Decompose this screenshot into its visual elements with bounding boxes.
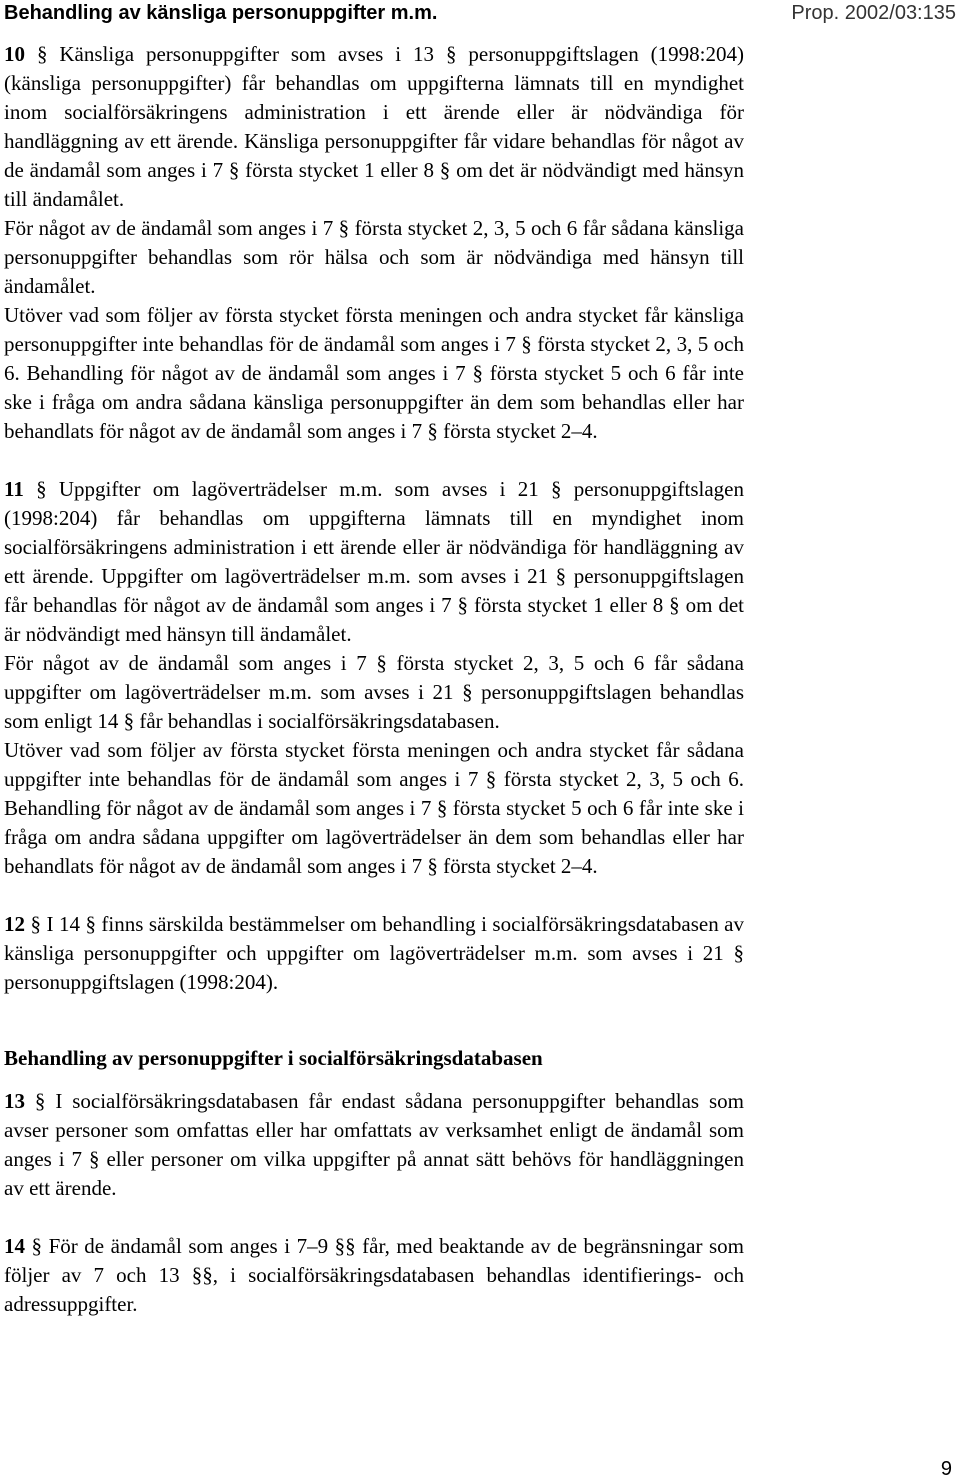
paragraph: [4, 1087, 744, 1203]
paragraph-text: § Känsliga personuppgifter som avses i 13 § personuppgiftslagen (1998:204) (känsliga personuppgifter) får behandlas om uppgifterna lämnats till en myndighet inom socialförsäkringens administration i ett ärende eller är nödvändiga för handläggning av ett ärende. Känsliga personuppgifter får vidare behandlas för något av de ändamål som anges i 7 § första stycket 1 eller 8 § om det är nödvändigt med hänsyn till ändamålet.: [4, 42, 744, 211]
paragraph-section-14: [4, 1232, 744, 1319]
paragraph: [4, 214, 744, 301]
section-number: 13: [4, 1089, 25, 1113]
sections-group-2: [4, 1087, 744, 1319]
section-number: 10: [4, 42, 25, 66]
paragraph-section-13: [4, 1087, 744, 1203]
paragraph-text: § Uppgifter om lagöverträdelser m.m. som avses i 21 § personuppgiftslagen (1998:204) får behandlas om uppgifterna lämnats till en myndighet inom socialförsäkringens administration i ett ärende eller är nödvändiga för handläggning av ett ärende. Uppgifter om lagöverträdelser m.m. som avses i 21 § personuppgiftslagen får behandlas för något av de ändamål som anges i 7 § första stycket 1 eller 8 § om det är nödvändigt med hänsyn till ändamålet.: [4, 477, 744, 646]
paragraph: [4, 40, 744, 214]
sections-group-1: [4, 40, 744, 997]
paragraph: [4, 301, 744, 446]
paragraph: [4, 649, 744, 736]
section-heading: Behandling av personuppgifter i socialförsäkringsdatabasen: [4, 1046, 543, 1070]
document-body: [4, 40, 744, 1348]
paragraph-text: Utöver vad som följer av första stycket första meningen och andra stycket får sådana uppgifter inte behandlas för de ändamål som anges i 7 § första stycket 2, 3, 5 och 6. Behandling för något av de ändamål som anges i 7 § första stycket 5 och 6 får inte ske i fråga om andra sådana uppgifter om lagöverträdelser än dem som behandlas eller har behandlats för något av de ändamål som anges i 7 § första stycket 2–4.: [4, 738, 744, 878]
paragraph-text: Utöver vad som följer av första stycket första meningen och andra stycket får känsliga personuppgifter inte behandlas för de ändamål som anges i 7 § första stycket 2, 3, 5 och 6. Behandling för något av de ändamål som anges i 7 § första stycket 5 och 6 får inte ske i fråga om andra sådana känsliga personuppgifter än dem som behandlas eller har behandlats för något av de ändamål som anges i 7 § första stycket 2–4.: [4, 303, 744, 443]
page-number: 9: [940, 1458, 952, 1480]
paragraph: [4, 736, 744, 881]
paragraph-text: § I 14 § finns särskilda bestämmelser om behandling i socialförsäkringsdatabasen av känsliga personuppgifter och uppgifter om lagöverträdelser m.m. som avses i 21 § personuppgiftslagen (1998:204).: [4, 912, 744, 994]
paragraph-section-10: [4, 40, 744, 446]
section-number: 14: [4, 1234, 25, 1258]
paragraph-text: § För de ändamål som anges i 7–9 §§ får, med beaktande av de begränsningar som följer av 7 och 13 §§, i socialförsäkringsdatabasen behandlas identifierings- och adressuppgifter.: [4, 1234, 744, 1316]
paragraph: [4, 1232, 744, 1319]
paragraph-text: För något av de ändamål som anges i 7 § första stycket 2, 3, 5 och 6 får sådana uppgifter om lagöverträdelser m.m. som avses i 21 § personuppgiftslagen behandlas som enligt 14 § får behandlas i socialförsäkringsdatabasen.: [4, 651, 744, 733]
paragraph-section-12: [4, 910, 744, 997]
running-header-title: Behandling av känsliga personuppgifter m.m.: [4, 2, 438, 24]
paragraph-text: § I socialförsäkringsdatabasen får endast sådana personuppgifter behandlas som avser personer som omfattas eller har omfattats av verksamhet enligt de ändamål som anges i 7 § eller personer om vilka uppgifter på annat sätt behövs för handläggningen av ett ärende.: [4, 1089, 744, 1200]
paragraph: [4, 475, 744, 649]
section-number: 11: [4, 477, 24, 501]
proposition-number: Prop. 2002/03:135: [791, 2, 956, 24]
section-number: 12: [4, 912, 25, 936]
paragraph: [4, 910, 744, 997]
paragraph-section-11: [4, 475, 744, 881]
paragraph-text: För något av de ändamål som anges i 7 § första stycket 2, 3, 5 och 6 får sådana känsliga personuppgifter behandlas som rör hälsa och som är nödvändiga med hänsyn till ändamålet.: [4, 216, 744, 298]
